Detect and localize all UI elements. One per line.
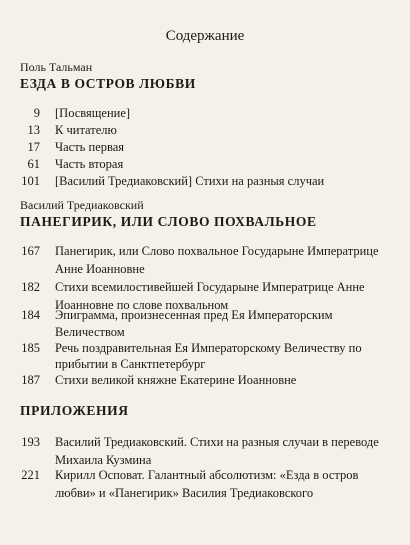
toc-entry-text-line1: Речь поздравительная Ея Императорскому Величеству по	[55, 341, 362, 355]
toc-page-number: 13	[27, 123, 40, 137]
toc-entry-text-line1: Кирилл Осповат. Галантный абсолютизм: «Езда в остров	[55, 468, 359, 482]
toc-entry-text-line1: Василий Тредиаковский. Стихи на разныя случаи в переводе	[55, 435, 379, 449]
toc-entry-text-line2: Михаила Кузмина	[55, 453, 152, 467]
toc-entry-text-line1: Эпиграмма, произнесенная пред Ея Императорским	[55, 308, 333, 322]
toc-page-number: 184	[21, 308, 40, 322]
toc-entry-text-line2: Иоанновне по слове похвальном	[55, 298, 229, 312]
section3-work-title: ПРИЛОЖЕНИЯ	[20, 403, 129, 418]
toc-entry-text: [Василий Тредиаковский] Стихи на разныя случаи	[55, 174, 325, 188]
section2-work-title: ПАНЕГИРИК, ИЛИ СЛОВО ПОХВАЛЬНОЕ	[20, 214, 317, 229]
toc-page-number: 61	[27, 157, 40, 171]
toc-entry-text-line2: прибытии в Санктпетербург	[55, 357, 206, 371]
toc-entry-text: К читателю	[55, 123, 117, 137]
toc-entry-text: Часть первая	[55, 140, 125, 154]
toc-entry-text-line2: Величеством	[55, 325, 125, 339]
section1-work-title: ЕЗДА В ОСТРОВ ЛЮБВИ	[20, 76, 196, 91]
toc-page-number: 185	[21, 341, 40, 355]
toc-page-number: 187	[21, 373, 40, 387]
toc-entry-text-line1: Стихи всемилостивейшей Государыне Императрице Анне	[55, 280, 365, 294]
toc-page-number: 9	[33, 106, 40, 120]
toc-page-number: 101	[21, 174, 40, 188]
toc-page-number: 182	[21, 280, 40, 294]
toc-page-number: 17	[27, 140, 40, 154]
toc-entry-text-line1: Панегирик, или Слово похвальное Государыне Императрице	[55, 244, 379, 258]
section2-author: Василий Тредиаковский	[20, 198, 144, 212]
toc-entry-text: [Посвящение]	[55, 106, 131, 120]
toc-page-number: 221	[21, 468, 40, 482]
toc-entry-text-line2: любви» и «Панегирик» Василия Тредиаковского	[55, 486, 314, 500]
section1-author: Поль Тальман	[20, 60, 93, 74]
toc-page-number: 193	[21, 435, 40, 449]
toc-entry-text-line2: Анне Иоанновне	[55, 262, 145, 276]
toc-page-number: 167	[21, 244, 40, 258]
toc-entry-text-line1: Стихи великой княжне Екатерине Иоанновне	[55, 373, 297, 387]
page-title: Содержание	[165, 28, 245, 44]
toc-entry-text: Часть вторая	[55, 157, 124, 171]
